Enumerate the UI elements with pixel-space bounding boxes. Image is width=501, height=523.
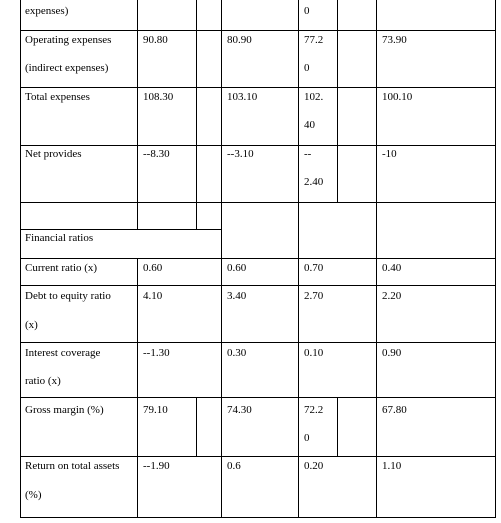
row-label: (indirect expenses) (25, 62, 109, 74)
column-border (137, 258, 138, 518)
column-border (337, 0, 338, 202)
column-border (221, 0, 222, 518)
row-label: Total expenses (25, 91, 90, 103)
row-label: Return on total assets (25, 460, 120, 472)
table-cell: 77.2 (304, 34, 324, 46)
table-cell: 0.10 (304, 347, 324, 359)
table-cell: 0.40 (382, 262, 402, 274)
row-border (20, 229, 222, 230)
table-cell: -- (304, 148, 312, 160)
table-cell: 0.6 (227, 460, 241, 472)
table-cell: 40 (304, 119, 315, 131)
table-cell: 4.10 (143, 290, 163, 302)
row-label: expenses) (25, 5, 69, 17)
table-cell: 73.90 (382, 34, 407, 46)
row-label: Operating expenses (25, 34, 112, 46)
column-border (298, 0, 299, 518)
table-cell: 0.70 (304, 262, 324, 274)
table-cell: 3.40 (227, 290, 247, 302)
table-cell: 102. (304, 91, 324, 103)
table-cell: 103.10 (227, 91, 258, 103)
table-left-border (20, 0, 21, 518)
table-cell: 74.30 (227, 404, 252, 416)
table-cell: 80.90 (227, 34, 252, 46)
row-label: (%) (25, 489, 42, 501)
table-cell: 2.70 (304, 290, 324, 302)
table-cell: 1.10 (382, 460, 402, 472)
column-border (137, 0, 138, 229)
row-border (20, 145, 496, 146)
column-border (376, 0, 377, 518)
table-cell: 0.60 (143, 262, 163, 274)
table-cell: 0 (304, 432, 310, 444)
row-border (20, 285, 496, 286)
section-heading: Financial ratios (25, 232, 94, 244)
table-cell: 108.30 (143, 91, 174, 103)
table-cell: 0 (304, 62, 310, 74)
row-border (20, 202, 496, 203)
table-cell: --1.90 (143, 460, 170, 472)
column-border (337, 397, 338, 457)
table-cell: --1.30 (143, 347, 170, 359)
row-border (20, 87, 496, 88)
table-cell: 0.60 (227, 262, 247, 274)
table-cell: -10 (382, 148, 397, 160)
table-cell: --8.30 (143, 148, 170, 160)
table-cell: 90.80 (143, 34, 168, 46)
row-label: (x) (25, 319, 38, 331)
row-label: Debt to equity ratio (25, 290, 111, 302)
table-cell: 0.30 (227, 347, 247, 359)
row-label: Interest coverage (25, 347, 101, 359)
row-label: ratio (x) (25, 375, 61, 387)
table-cell: 0.20 (304, 460, 324, 472)
column-border (196, 397, 197, 457)
table-cell: 2.40 (304, 176, 324, 188)
table-cell: 67.80 (382, 404, 407, 416)
table-cell: 0.90 (382, 347, 402, 359)
table-cell: 100.10 (382, 91, 413, 103)
table-cell: 2.20 (382, 290, 402, 302)
row-label: Gross margin (%) (25, 404, 104, 416)
column-border (495, 0, 496, 518)
row-border (20, 30, 496, 31)
row-border (20, 397, 496, 398)
row-border (20, 258, 496, 259)
row-border (20, 456, 496, 457)
column-border (196, 0, 197, 229)
row-border (20, 342, 496, 343)
table-cell: --3.10 (227, 148, 254, 160)
table-bottom-border (20, 517, 496, 518)
table-cell: 79.10 (143, 404, 168, 416)
table-cell: 72.2 (304, 404, 324, 416)
row-label: Current ratio (x) (25, 262, 98, 274)
row-label: Net provides (25, 148, 82, 160)
table-cell: 0 (304, 5, 310, 17)
